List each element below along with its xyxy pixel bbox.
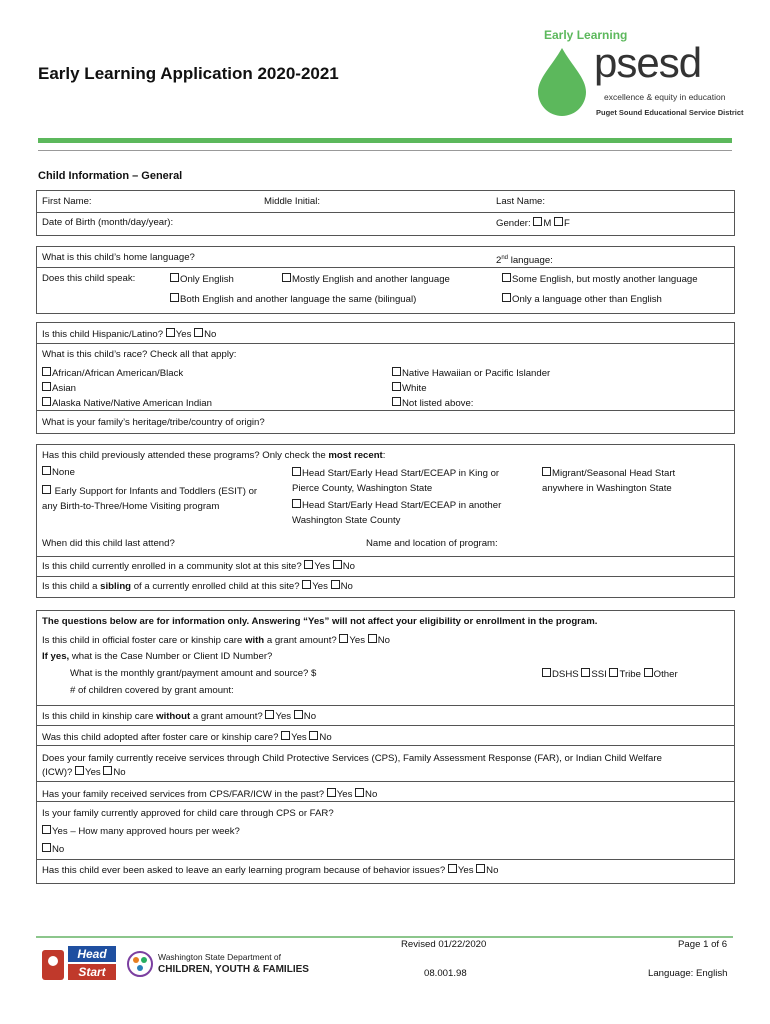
- past-no-checkbox[interactable]: [355, 788, 364, 797]
- behavior-question: Has this child ever been asked to leave an early learning program because of behavior issues? Yes No: [42, 865, 499, 876]
- behavior-yes-checkbox[interactable]: [448, 864, 457, 873]
- checkbox[interactable]: [42, 485, 51, 494]
- option-other-language[interactable]: Only a language other than English: [502, 293, 662, 306]
- programs-question: Has this child previously attended these programs? Only check the most recent:: [42, 450, 386, 461]
- checkbox[interactable]: [502, 273, 511, 282]
- checkbox[interactable]: [170, 293, 179, 302]
- form-language: Language: English: [648, 968, 728, 979]
- option-some-english[interactable]: Some English, but mostly another language: [502, 273, 698, 286]
- tribe-checkbox[interactable]: [609, 668, 618, 677]
- option-mostly-english[interactable]: Mostly English and another language: [282, 273, 450, 286]
- checkbox[interactable]: [170, 273, 179, 282]
- checkbox[interactable]: [392, 367, 401, 376]
- hispanic-no-checkbox[interactable]: [194, 328, 203, 337]
- children-covered-field[interactable]: # of children covered by grant amount:: [70, 685, 234, 696]
- checkbox[interactable]: [392, 397, 401, 406]
- gender-f-checkbox[interactable]: [554, 217, 563, 226]
- community-yes-checkbox[interactable]: [304, 560, 313, 569]
- checkbox[interactable]: [42, 825, 51, 834]
- behavior-no-checkbox[interactable]: [476, 864, 485, 873]
- ssi-checkbox[interactable]: [581, 668, 590, 677]
- cps-question: Does your family currently receive services through Child Protective Services (CPS), Family Assessment Response (FAR), or Indian Child Welfare (ICW)? Yes No: [42, 753, 662, 778]
- approved-yes-option[interactable]: Yes – How many approved hours per week?: [42, 825, 240, 838]
- first-name-field[interactable]: First Name:: [42, 196, 92, 207]
- head-start-top: Head: [68, 946, 116, 962]
- sibling-no-checkbox[interactable]: [331, 580, 340, 589]
- cps-no-checkbox[interactable]: [103, 766, 112, 775]
- program-option-none[interactable]: None: [42, 466, 75, 479]
- grant-source-options: DSHS SSI Tribe Other: [542, 668, 678, 681]
- foster-yes-checkbox[interactable]: [339, 634, 348, 643]
- community-slot-question: Is this child currently enrolled in a community slot at this site? Yes No: [42, 561, 355, 572]
- kinship-yes-checkbox[interactable]: [265, 710, 274, 719]
- head-start-figure: [48, 956, 58, 966]
- checkbox[interactable]: [42, 382, 51, 391]
- case-number-field[interactable]: If yes, what is the Case Number or Client ID Number?: [42, 651, 273, 662]
- program-option-migrant[interactable]: Migrant/Seasonal Head Start anywhere in Washington State: [542, 468, 676, 494]
- past-services-question: Has your family received services from CPS/FAR/ICW in the past? Yes No: [42, 789, 378, 800]
- gender-f-label: F: [564, 218, 570, 229]
- form-code: 08.001.98: [424, 968, 467, 979]
- checkbox[interactable]: [42, 397, 51, 406]
- info-notice: The questions below are for information only. Answering “Yes” will not affect your eligibility or enrollment in the program.: [42, 616, 598, 627]
- adopted-yes-checkbox[interactable]: [281, 731, 290, 740]
- dcyf-line1: Washington State Department of: [158, 952, 282, 962]
- dcyf-emblem-icon: [126, 948, 154, 980]
- gender-group: [496, 217, 570, 230]
- footer-divider: [36, 936, 733, 938]
- checkbox[interactable]: [542, 467, 551, 476]
- kinship-question: Is this child in kinship care without a grant amount? Yes No: [42, 711, 317, 722]
- program-option-hs-other[interactable]: Head Start/Early Head Start/ECEAP in another Washington State County: [292, 500, 502, 526]
- race-question: What is this child’s race? Check all that apply:: [42, 349, 237, 360]
- section-heading-general: Child Information – General: [38, 170, 183, 182]
- logo-top-text: Early Learning: [544, 28, 628, 42]
- dob-field[interactable]: Date of Birth (month/day/year):: [42, 217, 174, 228]
- cps-yes-checkbox[interactable]: [75, 766, 84, 775]
- psesd-logo: [534, 28, 744, 124]
- race-option-asian[interactable]: Asian: [42, 382, 76, 395]
- logo-tagline: excellence & equity in education: [604, 92, 726, 102]
- hispanic-question: Is this child Hispanic/Latino? Yes No: [42, 329, 217, 340]
- second-language-field[interactable]: 2nd language:: [496, 255, 553, 267]
- gender-m-label: M: [543, 218, 552, 229]
- community-no-checkbox[interactable]: [333, 560, 342, 569]
- gender-m-checkbox[interactable]: [533, 217, 542, 226]
- hispanic-yes-checkbox[interactable]: [166, 328, 175, 337]
- option-bilingual[interactable]: Both English and another language the same (bilingual): [170, 293, 416, 306]
- race-option-not-listed[interactable]: Not listed above:: [392, 397, 473, 410]
- adopted-question: Was this child adopted after foster care or kinship care? Yes No: [42, 732, 332, 743]
- header-rule: [38, 150, 732, 151]
- speak-label: Does this child speak:: [42, 273, 136, 284]
- race-option-white[interactable]: White: [392, 382, 427, 395]
- dshs-checkbox[interactable]: [542, 668, 551, 677]
- dcyf-logo: [126, 948, 309, 982]
- home-language-field[interactable]: What is this child’s home language?: [42, 252, 195, 263]
- program-option-esit[interactable]: Early Support for Infants and Toddlers (ESIT) or any Birth-to-Three/Home Visiting program: [42, 486, 258, 512]
- approved-no-option[interactable]: No: [42, 843, 64, 856]
- head-start-bottom: Start: [68, 964, 116, 980]
- page-title: Early Learning Application 2020-2021: [38, 64, 339, 83]
- head-start-logo: [42, 944, 118, 982]
- checkbox[interactable]: [292, 467, 301, 476]
- program-name-field[interactable]: Name and location of program:: [366, 538, 498, 549]
- checkbox[interactable]: [282, 273, 291, 282]
- checkbox[interactable]: [42, 466, 51, 475]
- last-name-field[interactable]: Last Name:: [496, 196, 546, 207]
- program-option-hs-king[interactable]: Head Start/Early Head Start/ECEAP in King or Pierce County, Washington State: [292, 468, 500, 494]
- race-option-black[interactable]: African/African American/Black: [42, 367, 183, 380]
- dcyf-line2: CHILDREN, YOUTH & FAMILIES: [158, 964, 309, 975]
- logo-district: Puget Sound Educational Service District: [596, 108, 744, 117]
- past-yes-checkbox[interactable]: [327, 788, 336, 797]
- foster-grant-question: Is this child in official foster care or kinship care with a grant amount? Yes No: [42, 635, 390, 646]
- checkbox[interactable]: [502, 293, 511, 302]
- race-option-pacific-islander[interactable]: Native Hawaiian or Pacific Islander: [392, 367, 550, 380]
- checkbox[interactable]: [42, 367, 51, 376]
- checkbox[interactable]: [292, 499, 301, 508]
- revised-date: Revised 01/22/2020: [401, 939, 487, 950]
- sibling-question: Is this child a sibling of a currently enrolled child at this site? Yes No: [42, 581, 353, 592]
- adopted-no-checkbox[interactable]: [309, 731, 318, 740]
- last-attend-field[interactable]: When did this child last attend?: [42, 538, 175, 549]
- approved-question: Is your family currently approved for child care through CPS or FAR?: [42, 808, 334, 819]
- sibling-yes-checkbox[interactable]: [302, 580, 311, 589]
- race-option-native-american[interactable]: Alaska Native/Native American Indian: [42, 397, 212, 410]
- monthly-amount-field[interactable]: What is the monthly grant/payment amount and source? $: [70, 668, 317, 679]
- general-section: [36, 190, 735, 236]
- option-only-english[interactable]: Only English: [170, 273, 234, 286]
- checkbox[interactable]: [42, 843, 51, 852]
- checkbox[interactable]: [392, 382, 401, 391]
- droplet-icon: [534, 46, 590, 118]
- header-divider: [38, 138, 732, 143]
- middle-initial-field[interactable]: Middle Initial:: [264, 196, 320, 207]
- foster-no-checkbox[interactable]: [368, 634, 377, 643]
- page-number: Page 1 of 6: [678, 939, 728, 950]
- heritage-field[interactable]: What is your family’s heritage/tribe/country of origin?: [42, 417, 265, 428]
- other-checkbox[interactable]: [644, 668, 653, 677]
- logo-wordmark: psesd: [594, 39, 702, 86]
- gender-label: Gender:: [496, 218, 531, 229]
- kinship-no-checkbox[interactable]: [294, 710, 303, 719]
